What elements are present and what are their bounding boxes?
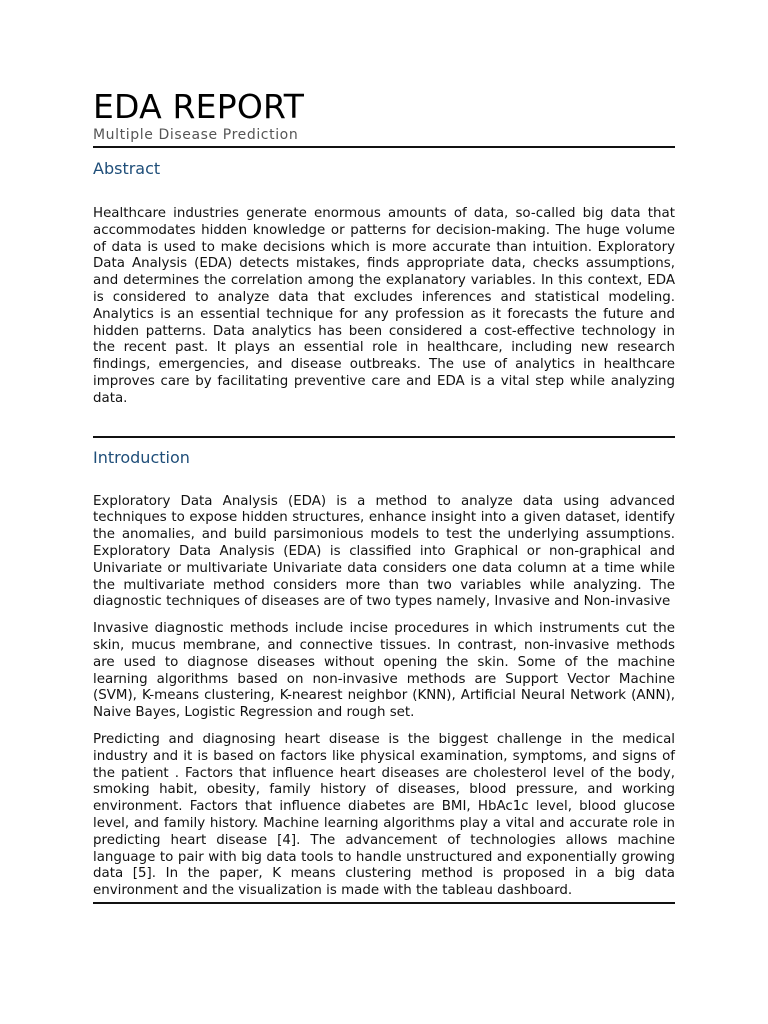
abstract-heading: Abstract bbox=[93, 159, 161, 178]
abstract-section bbox=[93, 159, 675, 408]
document-subtitle: Multiple Disease Prediction bbox=[93, 127, 299, 143]
introduction-section bbox=[93, 448, 675, 900]
bottom-divider bbox=[93, 902, 675, 904]
title-divider bbox=[93, 146, 675, 148]
introduction-paragraph-1: Exploratory Data Analysis (EDA) is a method to analyze data using advanced techniques to expose hidden structures, enhance insight into a given dataset, identify the anomalies, and build parsimonious models to test the underlying assumptions. Exploratory Data Analysis (EDA) is classified into Graphical or non-graphical and Univariate or multivariate Univariate data considers one data column at a time while the multivariate method considers more than two variables while analyzing. The diagnostic techniques of diseases are of two types namely, Invasive and Non-invasive bbox=[93, 493, 675, 610]
introduction-paragraph-2: Invasive diagnostic methods include incise procedures in which instruments cut the skin, mucus membrane, and connective tissues. In contrast, non-invasive methods are used to diagnose diseases without opening the skin. Some of the machine learning algorithms based on non-invasive methods are Support Vector Machine (SVM), K-means clustering, K-nearest neighbor (KNN), Artificial Neural Network (ANN), Naive Bayes, Logistic Regression and rough set. bbox=[93, 621, 675, 721]
introduction-paragraph-3: Predicting and diagnosing heart disease is the biggest challenge in the medical industry and it is based on factors like physical examination, symptoms, and signs of the patient . Factors that influence heart diseases are cholesterol level of the body, smoking habit, obesity, family history of diseases, blood pressure, and working environment. Factors that influence diabetes are BMI, HbAc1c level, blood glucose level, and family history. Machine learning algorithms play a vital and accurate role in predicting heart disease [4]. The advancement of technologies allows machine language to pair with big data tools to handle unstructured and exponentially growing data [5]. In the paper, K means clustering method is proposed in a big data environment and the visualization is made with the tableau dashboard. bbox=[93, 731, 675, 899]
section-divider bbox=[93, 436, 675, 438]
abstract-paragraph: Healthcare industries generate enormous amounts of data, so-called big data that accommodates hidden knowledge or patterns for decision-making. The huge volume of data is used to make decisions which is more accurate than intuition. Exploratory Data Analysis (EDA) detects mistakes, finds appropriate data, checks assumptions, and determines the correlation among the explanatory variables. In this context, EDA is considered to analyze data that excludes inferences and statistical modeling. Analytics is an essential technique for any profession as it forecasts the future and hidden patterns. Data analytics has been considered a cost-effective technology in the recent past. It plays an essential role in healthcare, including new research findings, emergencies, and disease outbreaks. The use of analytics in healthcare improves care by facilitating preventive care and EDA is a vital step while analyzing data. bbox=[93, 206, 675, 406]
introduction-heading: Introduction bbox=[93, 447, 190, 467]
document-title: EDA REPORT bbox=[93, 87, 305, 126]
document-page bbox=[93, 88, 675, 904]
